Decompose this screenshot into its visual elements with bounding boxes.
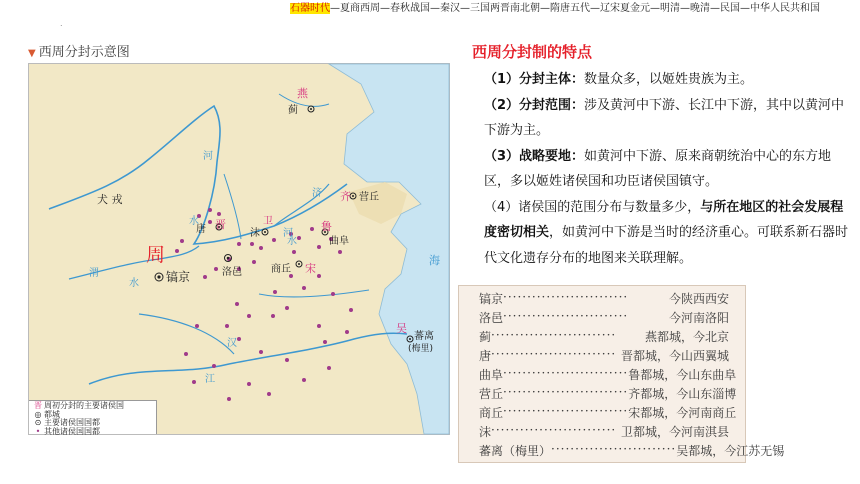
- legend-major-text: 主要诸侯国国都: [44, 418, 100, 427]
- location-list: [458, 285, 785, 463]
- location-desc: 今河南洛阳: [668, 311, 729, 325]
- feature-4-b: 与所在地区的社会发展程度密切相关: [484, 199, 844, 240]
- han-river: [139, 314, 234, 354]
- map-title-text: 西周分封示意图: [38, 45, 130, 60]
- label-yingqiu: 营丘: [359, 192, 379, 203]
- label-shangqiu: 商丘: [271, 264, 291, 275]
- feature-4-c: ，如黄河中下游是当时的经济重心。可联系新石器时代文化遗存分布的地图来关联理解。: [484, 225, 849, 266]
- western-zhou-map: [28, 63, 450, 435]
- feature-3-text: 如黄河中下游、原来商朝统治中心的东方地区，多以姬姓诸侯国和功臣诸侯国镇守。: [484, 148, 832, 189]
- legend-minor-text: 其他诸侯国国都: [44, 426, 100, 436]
- label-wu: 吴: [396, 322, 407, 335]
- leader-dots: ··························: [503, 290, 629, 304]
- label-han: 汉: [227, 338, 237, 349]
- small-mark: .: [60, 19, 63, 28]
- features-text: [472, 67, 852, 271]
- leader-dots: ··························: [503, 385, 629, 399]
- map-canvas: [29, 64, 449, 434]
- label-song: 宋: [305, 262, 316, 275]
- map-title: [28, 41, 130, 60]
- label-mo: 沫: [250, 228, 260, 239]
- legend-row: [32, 428, 153, 437]
- fen-river: [224, 174, 241, 239]
- legend-major-symbol: ⊙: [34, 418, 42, 427]
- list-item: [479, 309, 729, 328]
- yangtze-river: [89, 333, 407, 384]
- label-quanrong: 犬 戎: [97, 193, 123, 206]
- leader-dots: ··························: [503, 366, 629, 380]
- feature-3: [472, 144, 852, 195]
- leader-dots: ··························: [503, 309, 629, 323]
- location-desc: 卫都城，今河南淇县: [620, 425, 729, 439]
- leader-dots: ··························: [491, 347, 617, 361]
- label-ji: 蓟: [288, 105, 298, 116]
- feature-1-text: 数量众多，以姬姓贵族为主。: [584, 72, 754, 87]
- location-name: 曲阜: [479, 368, 504, 382]
- location-desc: 吴都城，今江苏无锡: [676, 444, 785, 458]
- label-meili-alt: (梅里): [408, 344, 434, 354]
- location-desc: 燕都城，今北京: [644, 330, 729, 344]
- label-lu: 鲁: [321, 220, 332, 233]
- label-qufu: 曲阜: [329, 236, 349, 247]
- location-name: 商丘: [479, 406, 504, 420]
- label-qi: 齐: [340, 190, 351, 203]
- legend-capital-symbol: ◎: [34, 409, 42, 419]
- sea-area: [329, 64, 449, 434]
- location-desc: 宋都城，今河南商丘: [628, 406, 737, 420]
- location-name: 洛邑: [479, 311, 504, 325]
- peninsula-area: [349, 182, 407, 224]
- list-item: [479, 290, 729, 309]
- label-luoyi: 洛邑: [222, 267, 242, 278]
- feature-3-label: （3）战略要地：: [484, 148, 585, 164]
- location-name: 沫: [479, 425, 492, 439]
- location-name: 蓟: [479, 330, 492, 344]
- map-legend: [29, 400, 157, 434]
- location-desc: 齐都城，今山东淄博: [628, 387, 737, 401]
- label-he-2: 河: [283, 228, 293, 239]
- label-shui-3: 水: [129, 278, 139, 289]
- label-meili: 蕃离: [414, 331, 434, 342]
- list-item: [479, 366, 737, 385]
- location-name: 蕃离（梅里）: [479, 444, 552, 458]
- label-weishui: 渭: [89, 268, 99, 279]
- feature-2: [472, 93, 852, 144]
- label-jishui: 济: [312, 188, 322, 199]
- timeline-rest: —夏商西周—春秋战国—秦汉—三国两晋南北朝—隋唐五代—辽宋夏金元—明清—晚清—民国—中华人民共和国: [330, 3, 820, 14]
- panel-title: 西周分封制的特点: [472, 43, 593, 61]
- label-tang: 唐: [196, 224, 206, 235]
- label-shui-2: 水: [287, 236, 297, 247]
- dynasty-timeline: [290, 2, 856, 15]
- timeline-highlight: 石器时代: [290, 3, 330, 14]
- location-desc: 今陕西西安: [668, 292, 729, 306]
- leader-dots: ··························: [503, 404, 629, 418]
- location-desc: 晋都城，今山西翼城: [620, 349, 729, 363]
- legend-capital-text: 都城: [44, 409, 60, 419]
- label-shui-1: 水: [189, 216, 199, 227]
- label-jiang: 江: [205, 374, 215, 385]
- location-desc: 鲁都城，今山东曲阜: [628, 368, 737, 382]
- list-item: [479, 442, 785, 461]
- leader-dots: ··························: [491, 423, 617, 437]
- label-haojing: 镐京: [166, 270, 191, 284]
- leader-dots: ··························: [551, 442, 677, 456]
- list-item: [479, 423, 729, 442]
- label-zhou: 周: [146, 244, 166, 266]
- feature-4: [472, 195, 852, 272]
- location-name: 营丘: [479, 387, 504, 401]
- list-item: [479, 404, 737, 423]
- legend-fief-symbol: 晋: [34, 401, 42, 410]
- feature-2-label: （2）分封范围：: [484, 97, 585, 113]
- legend-fief-text: 周初分封的主要诸侯国: [44, 401, 124, 410]
- legend-minor-symbol: •: [35, 426, 41, 436]
- feature-4-a: （4）诸侯国的范围分布与数量多少，: [484, 199, 701, 215]
- feature-2-text: 涉及黄河中下游、长江中下游，其中以黄河中下游为主。: [484, 97, 845, 138]
- location-name: 唐: [479, 349, 492, 363]
- label-jin: 晋: [215, 218, 226, 231]
- location-name: 镐京: [479, 292, 504, 306]
- triangle-icon: ▼: [28, 48, 36, 59]
- label-wei: 卫: [263, 216, 273, 227]
- feature-1: [472, 67, 852, 93]
- leader-dots: ··························: [491, 328, 617, 342]
- list-item: [479, 328, 729, 347]
- label-he-1: 河: [203, 151, 213, 162]
- label-yan: 燕: [297, 87, 308, 100]
- feature-1-label: （1）分封主体：: [484, 72, 585, 87]
- list-item: [479, 347, 729, 366]
- list-item: [479, 385, 737, 404]
- label-hai: 海: [429, 254, 440, 267]
- minor-state-dots: [175, 208, 353, 401]
